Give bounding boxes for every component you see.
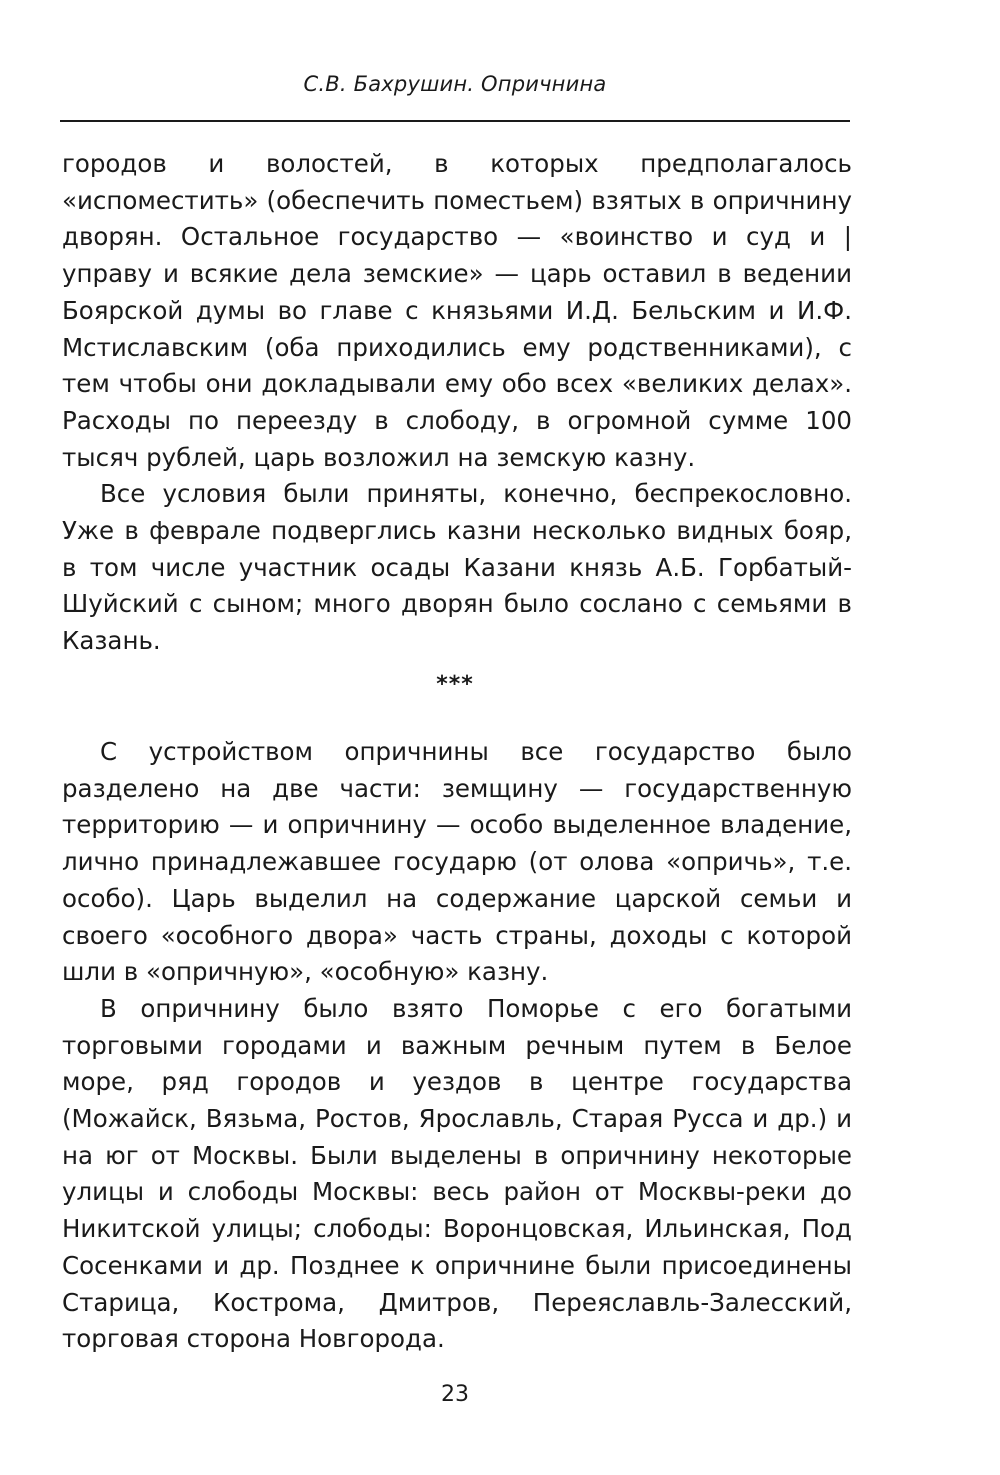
- paragraph: В опричнину было взято Поморье с его богатыми торговыми городами и важным речным путем в Белое море, ряд городов и уездов в центре государства (Можайск, Вязьма, Ростов, Ярославль, Старая Русса и др.) и на юг от Москвы. Были выделены в опричнину некоторые улицы и слободы Москвы: весь район от Москвы-реки до Никитской улицы; слободы: Воронцовская, Ильинская, Под Сосенками и др. Позднее к опричнине были присоединены Старица, Кострома, Дмитров, Переяславль-Залесский, торговая сторона Новгорода.: [62, 993, 852, 1354]
- page-number: 23: [441, 1382, 469, 1407]
- text-block-after-break: [62, 734, 852, 1358]
- text-block-before-break: [62, 146, 852, 660]
- header-rule: [60, 120, 850, 122]
- running-head: С.В. Бахрушин. Опричнина: [303, 72, 607, 96]
- paragraph-continuation: городов и волостей, в которых предполагалось «испоместить» (обеспечить поместьем) взятых в опричнину дворян. Остальное государство — «воинство и суд и |управу и всякие дела земские» — царь оставил в ведении Боярской думы во главе с князьями И.Д. Бельским и И.Ф. Мстиславским (оба приходились ему родственниками), с тем чтобы они докладывали ему обо всех «великих делах». Расходы по переезду в слободу, в огромной сумме 100 тысяч рублей, царь возложил на земскую казну.: [62, 149, 852, 472]
- section-break: ***: [436, 672, 474, 697]
- paragraph: С устройством опричнины все государство было разделено на две части: земщину — государственную территорию — и опричнину — особо выделенное владение, лично принадлежавшее государю (от олова «опричь», т.е. особо). Царь выделил на содержание царской семьи и своего «особного двора» часть страны, доходы с которой шли в «опричную», «особную» казну.: [62, 737, 852, 987]
- paragraph: Все условия были приняты, конечно, беспрекословно. Уже в феврале подверглись казни несколько видных бояр, в том числе участник осады Казани князь А.Б. Горбатый-Шуйский с сыном; много дворян было сослано с семьями в Казань.: [62, 479, 852, 656]
